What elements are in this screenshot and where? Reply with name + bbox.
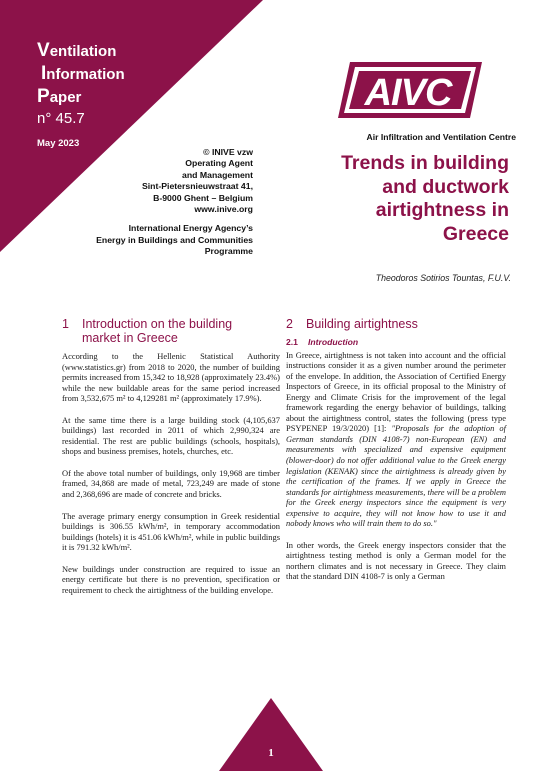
iea-line: Energy in Buildings and Communities [96, 234, 253, 245]
publisher-line: © INIVE vzw [203, 147, 253, 157]
paragraph-with-quote [286, 350, 506, 529]
quotation: "Proposals for the adoption of German standards (DIN 4108-7) non-European (EN) and measurements with specialized and expensive equipment (blower-door) do not offer additional value to the Greek energy legislation (KENAK) since the airtightness is already given by the certification of the frames. If we apply in Greece the standards for airtightness measurements, there will be a problem for the Greek energy inspectors since the equipment is very expensive to acquire, they will not know how to use it and nobody knows who will train them to do so." [286, 423, 506, 529]
page-number: 1 [268, 747, 274, 759]
section-number: 1 [62, 317, 69, 331]
section-heading-line: market in Greece [82, 331, 178, 345]
title-line: and ductwork [382, 175, 509, 198]
title-line: Greece [442, 222, 509, 245]
logo-text: AIVC [364, 72, 452, 114]
paragraph: Of the above total number of buildings, only 19,968 are timber framed, 34,868 are made of metal, 723,249 are made of stone and 2,368,696 are made of concrete and bricks. [62, 467, 280, 500]
iea-line: Programme [204, 246, 253, 257]
series-line-2: Information [41, 63, 125, 84]
section-2-heading [286, 317, 506, 331]
title-line: Trends in building [341, 152, 509, 174]
series-line-3: Paper [37, 86, 82, 107]
publisher-line: and Management [182, 169, 253, 180]
publisher-line: Sint-Pietersnieuwstraat 41, [141, 181, 253, 192]
section-1-heading [62, 317, 280, 345]
section-heading: Building airtightness [306, 317, 418, 331]
right-column [286, 317, 506, 593]
publisher-info [96, 147, 253, 258]
page-number-tab [219, 698, 323, 771]
subsection-heading [286, 337, 506, 348]
publisher-line: B-9000 Ghent – Belgium [153, 192, 253, 203]
paragraph: In other words, the Greek energy inspectors consider that the airtightness testing method is only a German model for the northern climates and is not necessary in Greece. They claim that the standard DIN 4108-7 is only a German [286, 539, 506, 582]
author: Theodoros Sotirios Tountas, F.U.V. [375, 273, 511, 283]
document-title [279, 152, 509, 246]
paragraph: At the same time there is a large building stock (4,105,637 buildings) last recorded in 2011 of which 2,990,324 are residential. The rest are public buildings (schools, hospitals), shops and business premises, hotels, churches, etc. [62, 414, 280, 457]
paragraph: According to the Hellenic Statistical Authority (www.statistics.gr) from 2018 to 2020, the number of building permits increased from 15,342 to 18,928 (approximately 23.4%) while the new buildable areas for the same period increased from 3,532,675 m² to 4,129281 m² (approximately 17.9%). [62, 351, 280, 404]
centre-name: Air Infiltration and Ventilation Centre [366, 132, 516, 142]
paragraph-text: In Greece, airtightness is not taken into account and the official instructions consider it as a given number around the perimeter of the envelope. In addition, the Association of Certified Energy Inspectors of Greece, in its official proposal to the Ministry of Energy and Climate Crisis for the improvement of the legal framework regarding the energy behavior of buildings, talking about the airtightness control, states the following (press type PSYPENEP 19/3/2020) [1]: [286, 349, 506, 434]
subsection-title: Introduction [308, 337, 359, 347]
paragraph: The average primary energy consumption in Greek residential buildings is 306.55 kWh/m², in temporary accommodation buildings (hotels) it is 451.06 kWh/m², while in public buildings it is 791.32 kWh/m². [62, 510, 280, 553]
series-line-1: Ventilation [37, 40, 117, 61]
iea-line: International Energy Agency’s [128, 223, 253, 234]
section-heading-line: Introduction on the building [82, 317, 233, 331]
subsection-number: 2.1 [286, 337, 298, 347]
section-number: 2 [286, 317, 293, 331]
publisher-line: www.inive.org [194, 204, 253, 215]
series-label [37, 40, 125, 149]
title-line: airtightness in [375, 199, 509, 221]
left-column [62, 317, 280, 606]
series-number: n° 45.7 [37, 110, 85, 127]
series-date: May 2023 [37, 138, 80, 149]
paragraph: New buildings under construction are required to issue an energy certificate but there is no prevention, specification or requirement to check the airtightness of the building envelope. [62, 563, 280, 595]
aivc-logo [338, 60, 482, 120]
publisher-line: Operating Agent [185, 158, 253, 169]
